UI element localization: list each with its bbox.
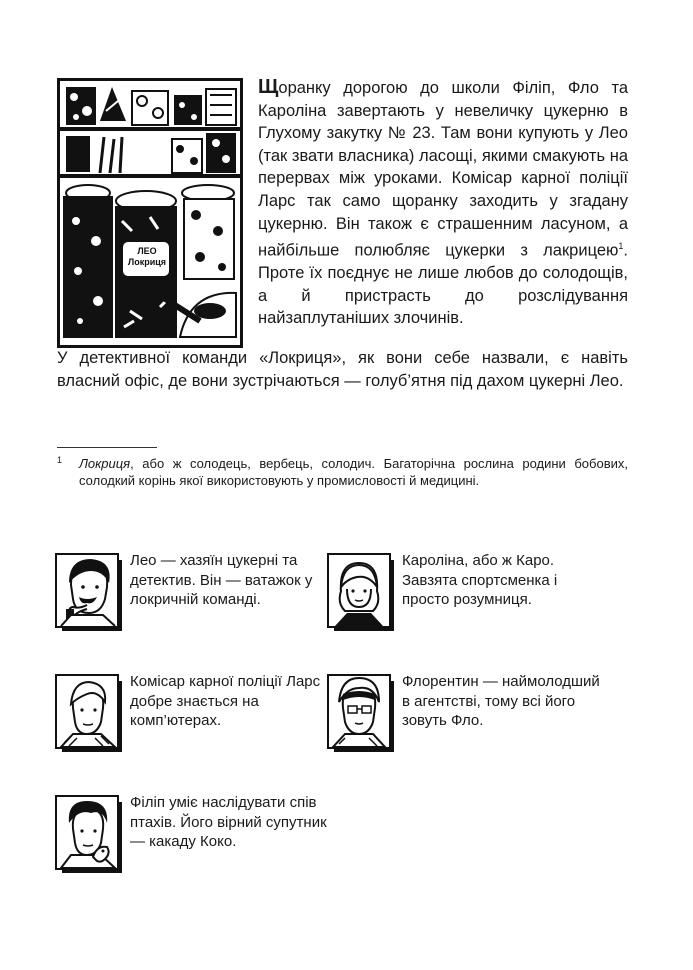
story-continuation: У детективної команди «Локриця», як вони себе назвали, є навіть власний офіс, де вони зустрічаються — голуб’ятня під дахом цукерні Лео. (57, 349, 628, 390)
footnote-mark: 1 (57, 455, 63, 465)
jar-label-line2: Локриця (127, 257, 167, 267)
character-filip (55, 795, 330, 885)
character-florentyn (327, 674, 602, 764)
portrait-leo (55, 553, 119, 628)
footnote-divider (57, 447, 157, 448)
portrait-filip (55, 795, 119, 870)
description-florentyn: Флорентин — наймолодший в агентстві, тому всі його зовуть Фло. (402, 673, 600, 729)
character-leo (55, 553, 330, 643)
description-leo: Лео — хазяїн цукерні та детектив. Він — ватажок у локричній команді. (130, 552, 313, 608)
character-lars (55, 674, 330, 764)
portrait-lars (55, 674, 119, 749)
portrait-karolina (327, 553, 391, 628)
character-karolina (327, 553, 602, 643)
footnote-body (57, 455, 628, 489)
portrait-florentyn (327, 674, 391, 749)
footnote-text: , або ж солодець, вербець, солодич. Багаторічна рослина родини бобових, солодкий корінь якої використовують у промисловості й медицині. (79, 456, 628, 488)
jar-label-line1: ЛЕО (137, 246, 157, 256)
description-filip: Філіп уміє наслідувати спів птахів. Його вірний супутник — какаду Коко. (130, 794, 327, 850)
story-text-part2: . Проте їх поєднує не лише любов до солодощів, а й пристрасть до розслідування найзаплутаніших злочинів. (258, 241, 628, 328)
story-text-part1: оранку дорогою до школи Філіп, Фло та Кароліна завертають у невеличку цукерню в Глухому закутку № 23. Там вони купують у Лео (так звати власника) ласощі, якими смакують на перервах між уроками. Комісар карної поліції Ларс так само щоранку заходить у згадану цукерню. Він також є страшенним ласуном, а найбільше полюбляє цукерки з лакрицею (258, 79, 628, 260)
candy-shop-illustration (57, 78, 243, 348)
footnote-term: Локриця (79, 456, 131, 471)
footnote (57, 455, 628, 489)
footnote-reference: 1 (618, 241, 624, 252)
story-first-letter: Щ (258, 76, 279, 98)
description-lars: Комісар карної поліції Ларс добре знається на комп’ютерах. (130, 673, 321, 729)
story-text (258, 76, 628, 330)
description-karolina: Кароліна, або ж Каро. Завзята спортсменка і просто розумниця. (402, 552, 558, 608)
